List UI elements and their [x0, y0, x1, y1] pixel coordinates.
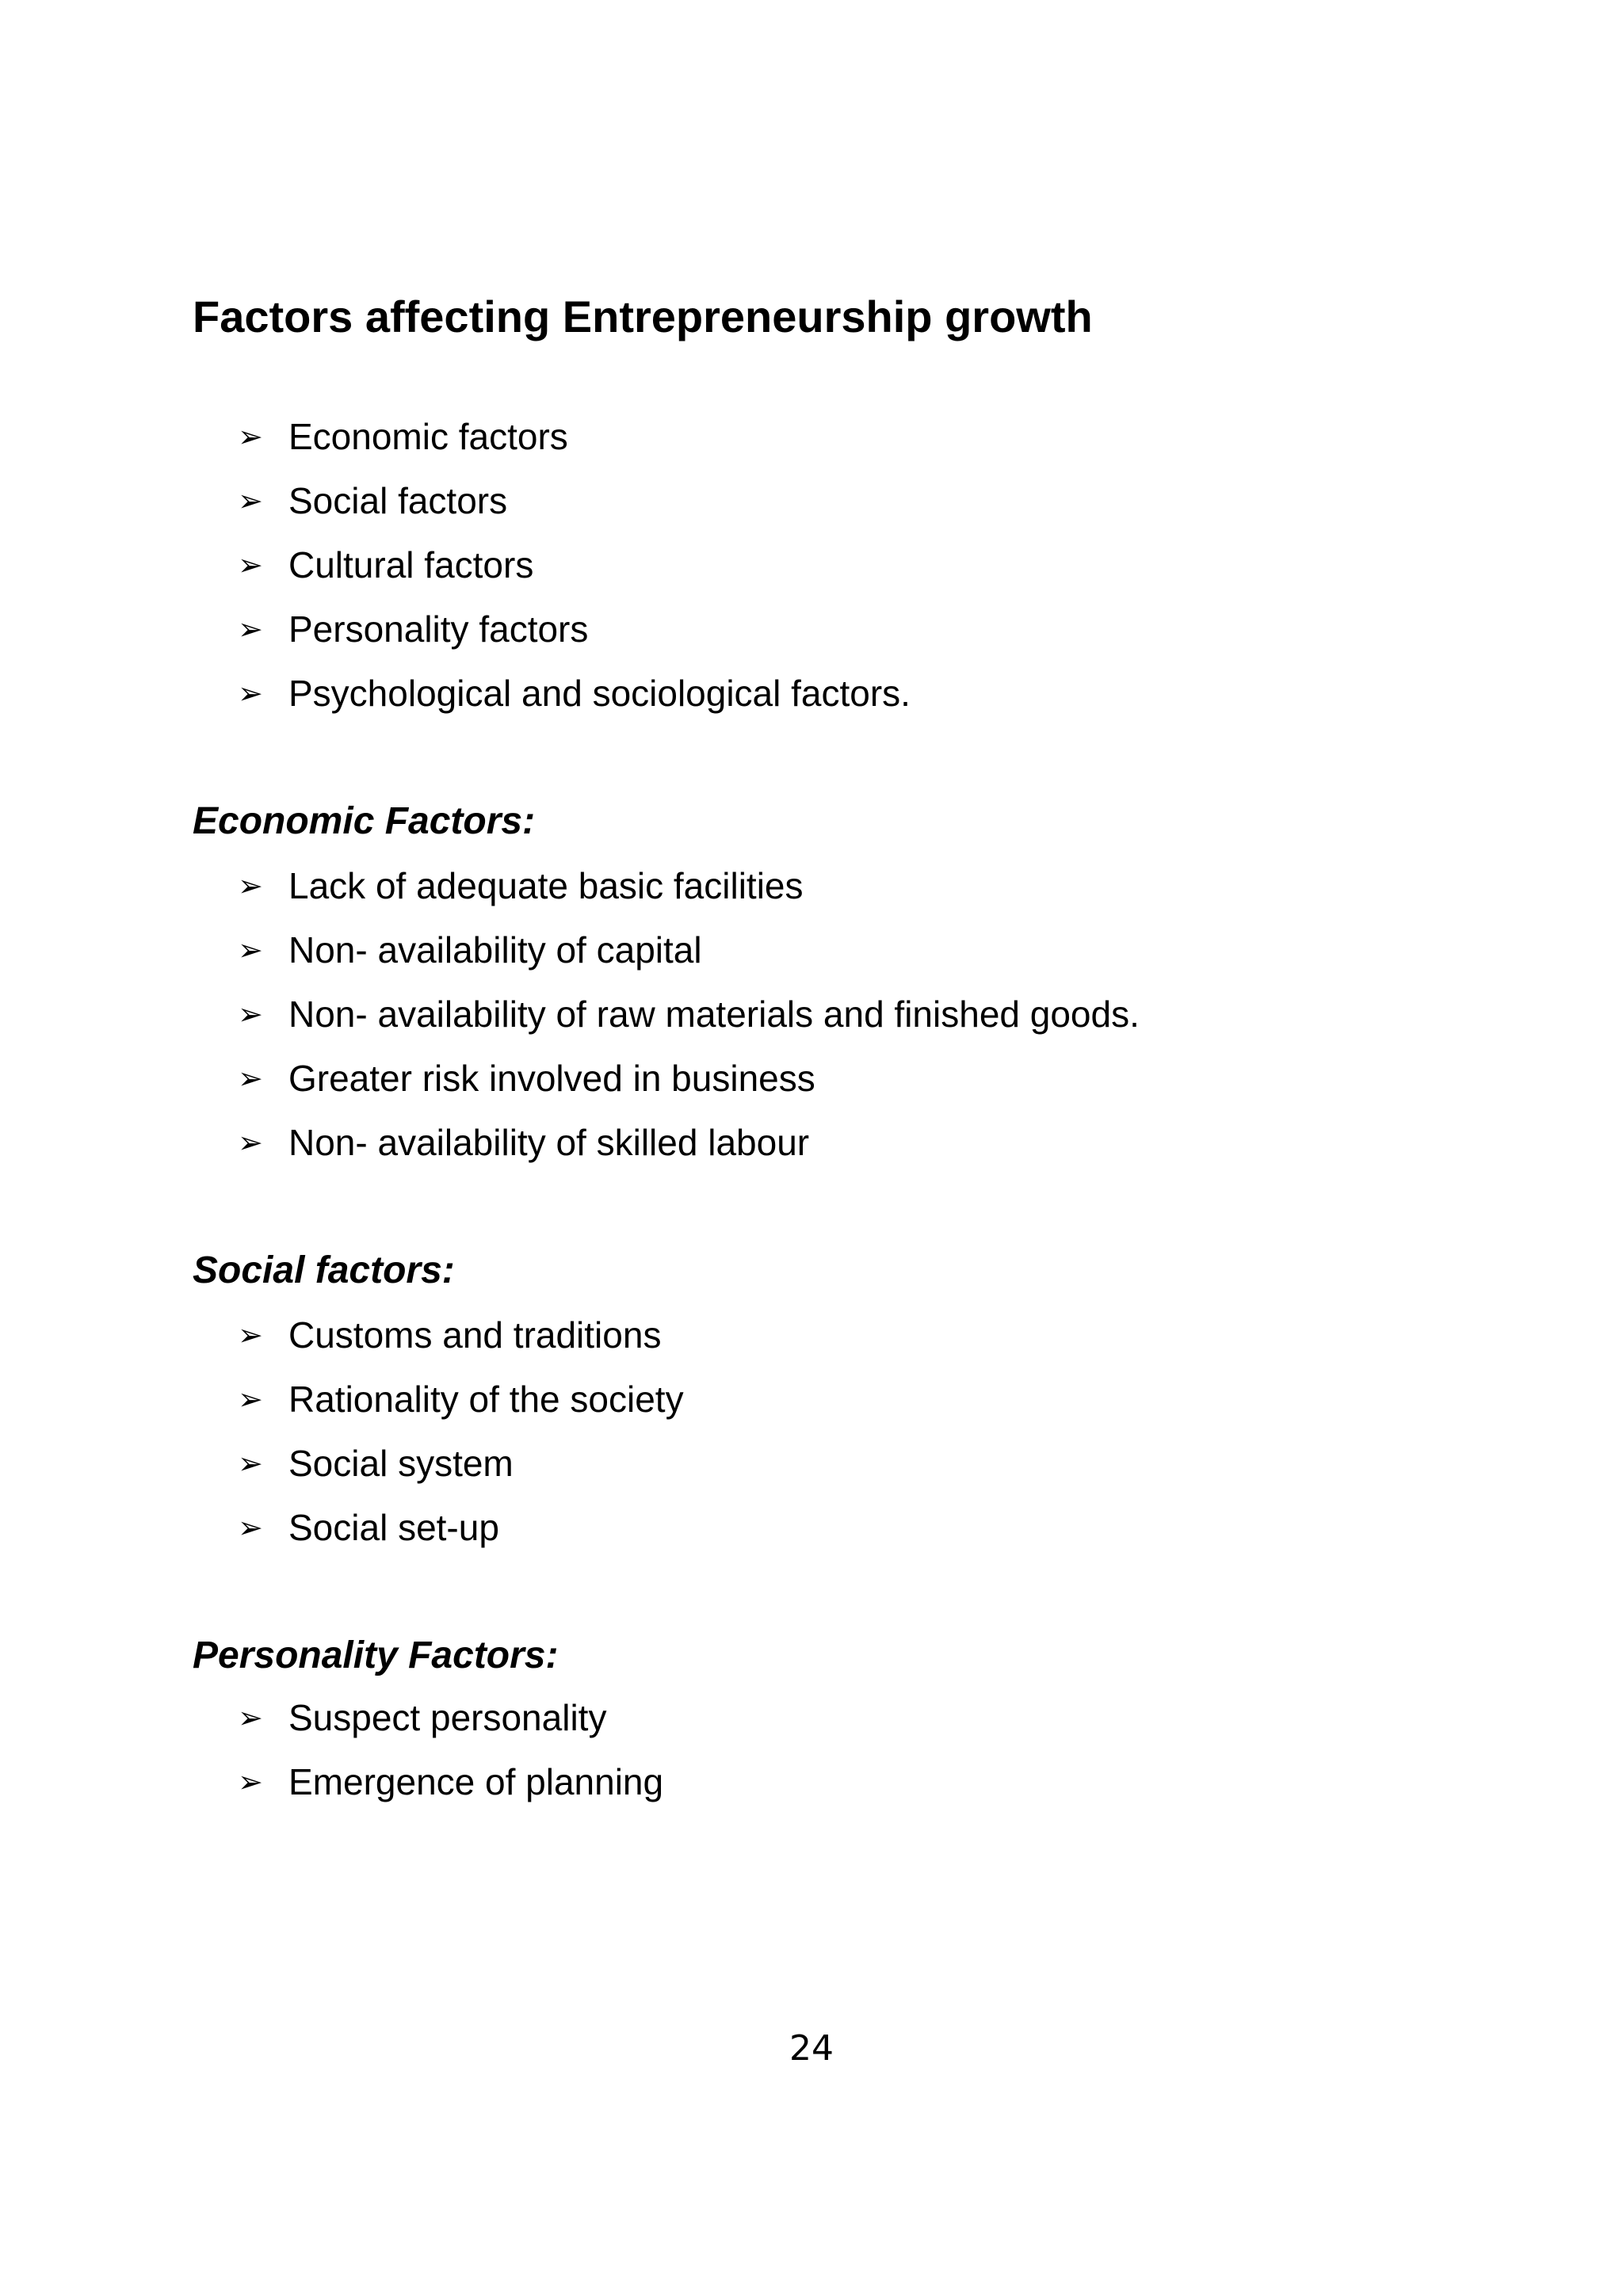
economic-factors-list: [238, 853, 1140, 1174]
list-item: [238, 1046, 1140, 1110]
list-item-text: Social set-up: [288, 1506, 499, 1548]
factors-list: [238, 404, 911, 725]
arrowhead-bullet-icon: ➢: [238, 1381, 263, 1417]
list-item: [238, 1431, 684, 1495]
list-item: [238, 1302, 684, 1367]
arrowhead-bullet-icon: ➢: [238, 1699, 263, 1735]
arrowhead-bullet-icon: ➢: [238, 1060, 263, 1096]
arrowhead-bullet-icon: ➢: [238, 547, 263, 582]
section-heading-personality: Personality Factors:: [193, 1634, 559, 1676]
list-item-text: Psychological and sociological factors.: [288, 672, 911, 714]
list-item-text: Economic factors: [288, 415, 568, 457]
list-item-text: Non- availability of raw materials and finished goods.: [288, 993, 1140, 1035]
list-item: [238, 853, 1140, 917]
arrowhead-bullet-icon: ➢: [238, 1317, 263, 1352]
list-item: [238, 1685, 663, 1749]
list-item-text: Social system: [288, 1442, 514, 1484]
list-item-text: Customs and traditions: [288, 1314, 662, 1356]
list-item: [238, 917, 1140, 982]
arrowhead-bullet-icon: ➢: [238, 932, 263, 967]
section-heading-social: Social factors:: [193, 1249, 455, 1291]
list-item-text: Suspect personality: [288, 1696, 607, 1738]
list-item-text: Lack of adequate basic facilities: [288, 864, 804, 906]
list-item: [238, 661, 911, 725]
list-item-text: Rationality of the society: [288, 1378, 684, 1420]
arrowhead-bullet-icon: ➢: [238, 418, 263, 454]
list-item-text: Greater risk involved in business: [288, 1057, 815, 1099]
list-item: [238, 597, 911, 661]
personality-factors-list: [238, 1685, 663, 1814]
list-item: [238, 1495, 684, 1559]
arrowhead-bullet-icon: ➢: [238, 1445, 263, 1481]
arrowhead-bullet-icon: ➢: [238, 1509, 263, 1545]
list-item-text: Emergence of planning: [288, 1760, 664, 1802]
list-item: [238, 982, 1140, 1046]
arrowhead-bullet-icon: ➢: [238, 611, 263, 646]
arrowhead-bullet-icon: ➢: [238, 1124, 263, 1160]
list-item-text: Non- availability of skilled labour: [288, 1121, 810, 1163]
arrowhead-bullet-icon: ➢: [238, 482, 263, 518]
list-item-text: Non- availability of capital: [288, 929, 702, 971]
arrowhead-bullet-icon: ➢: [238, 868, 263, 903]
list-item: [238, 532, 911, 597]
list-item-text: Cultural factors: [288, 543, 534, 585]
list-item: [238, 1749, 663, 1814]
list-item-text: Social factors: [288, 479, 508, 521]
page-title: Factors affecting Entrepreneurship growth: [193, 292, 1093, 341]
list-item: [238, 1367, 684, 1431]
arrowhead-bullet-icon: ➢: [238, 996, 263, 1032]
arrowhead-bullet-icon: ➢: [238, 675, 263, 711]
list-item: [238, 468, 911, 532]
list-item: [238, 1110, 1140, 1174]
list-item-text: Personality factors: [288, 608, 589, 650]
list-item: [238, 404, 911, 468]
section-heading-economic: Economic Factors:: [193, 800, 536, 842]
arrowhead-bullet-icon: ➢: [238, 1764, 263, 1799]
page-number: 24: [789, 2028, 834, 2069]
social-factors-list: [238, 1302, 684, 1559]
